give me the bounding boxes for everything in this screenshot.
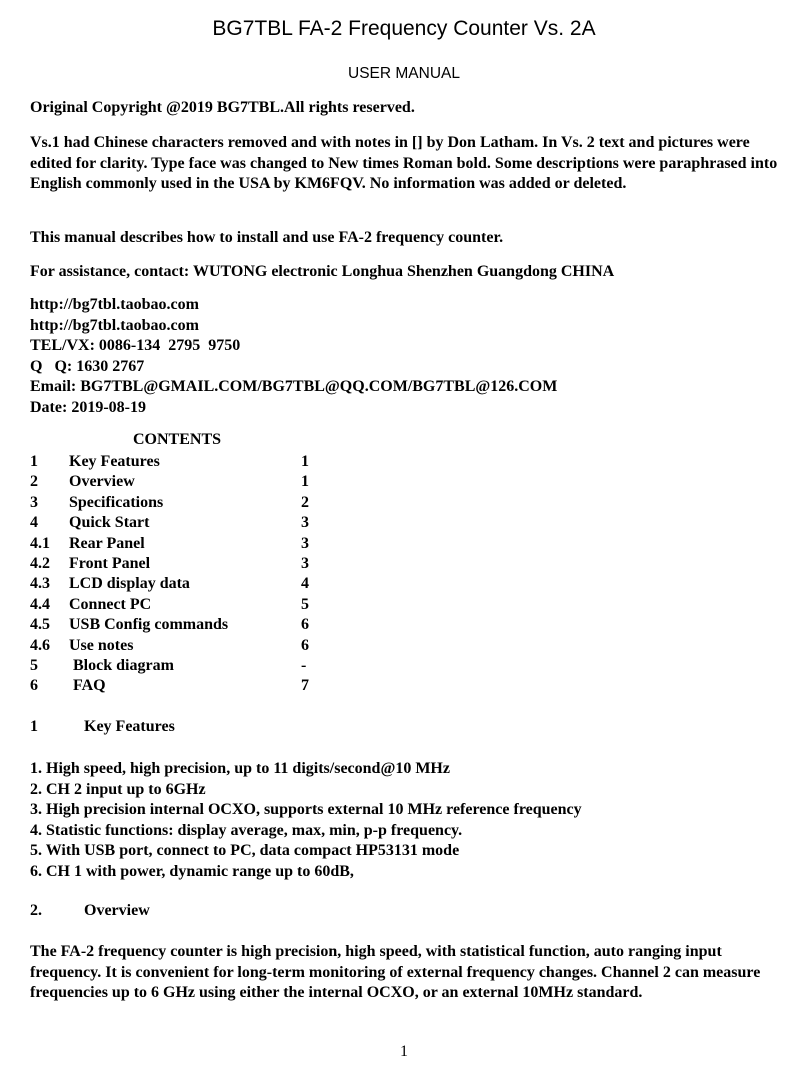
- toc-number: 2: [30, 473, 38, 491]
- toc-title: Front Panel: [69, 554, 151, 572]
- list-item: 4. Statistic functions: display average, max, min, p-p frequency.: [30, 821, 463, 839]
- toc-row: [30, 656, 350, 676]
- toc-row: [30, 513, 350, 533]
- toc-row: [30, 554, 350, 574]
- toc-number: 4.2: [30, 554, 50, 572]
- document-subtitle: USER MANUAL: [348, 65, 460, 82]
- toc-number: 4.6: [30, 636, 50, 654]
- manual-description: This manual describes how to install and use FA-2 frequency counter.: [30, 229, 504, 246]
- toc-row: [30, 452, 350, 472]
- toc-page: 3: [301, 534, 309, 552]
- toc-number: 4.5: [30, 616, 50, 634]
- list-item: 5. With USB port, connect to PC, data compact HP53131 mode: [30, 842, 460, 859]
- toc-page: 6: [301, 636, 309, 654]
- toc-number: 4.4: [30, 595, 50, 613]
- toc-title: Use notes: [69, 636, 134, 654]
- contact-block: [30, 295, 785, 418]
- toc-page: 2: [301, 493, 309, 511]
- toc-title: Rear Panel: [69, 534, 145, 552]
- toc-number: 6: [30, 677, 38, 695]
- toc-page: 3: [301, 554, 309, 572]
- toc-page: 1: [301, 453, 309, 470]
- version-note: Vs.1 had Chinese characters removed and with notes in [] by Don Latham. In Vs. 2 text and pictures were edited for clarity. Type face was changed to New times Roman bold. Some descriptions were paraphrased into English commonly used in the USA by KM6FQV. No information was added or deleted.: [30, 134, 778, 192]
- contents-heading: CONTENTS: [133, 431, 222, 448]
- toc-row: [30, 595, 350, 615]
- toc-title: USB Config commands: [69, 616, 229, 634]
- toc-row: [30, 615, 350, 635]
- toc-row: [30, 574, 350, 594]
- toc-page: 6: [301, 616, 309, 634]
- toc-title: Block diagram: [73, 656, 174, 674]
- toc-title: Specifications: [69, 493, 164, 511]
- toc-title: FAQ: [73, 677, 106, 695]
- copyright-notice: Original Copyright @2019 BG7TBL.All rights reserved.: [30, 99, 415, 116]
- toc-number: 4.3: [30, 575, 50, 593]
- toc-page: 5: [301, 595, 309, 613]
- toc-number: 4: [30, 514, 38, 532]
- list-item: 1. High speed, high precision, up to 11 digits/second@10 MHz: [30, 760, 450, 777]
- section-title: Key Features: [84, 718, 175, 735]
- section-title: Overview: [84, 902, 150, 919]
- toc-row: [30, 636, 350, 656]
- toc-title: Key Features: [69, 453, 160, 470]
- table-of-contents: [30, 452, 350, 697]
- toc-row: [30, 676, 350, 696]
- toc-row: [30, 534, 350, 554]
- section-number: 1: [30, 718, 38, 735]
- contact-qq: Q Q: 1630 2767: [30, 357, 145, 375]
- toc-page: 4: [301, 575, 309, 593]
- toc-title: Connect PC: [69, 595, 152, 613]
- toc-number: 4.1: [30, 534, 50, 552]
- contact-telephone: TEL/VX: 0086-134 2795 9750: [30, 337, 241, 354]
- document-date: Date: 2019-08-19: [30, 398, 146, 416]
- contact-url[interactable]: http://bg7tbl.taobao.com: [30, 296, 199, 313]
- list-item: 6. CH 1 with power, dynamic range up to 60dB,: [30, 862, 354, 880]
- contact-url[interactable]: http://bg7tbl.taobao.com: [30, 316, 199, 334]
- toc-number: 5: [30, 656, 38, 674]
- list-item: 2. CH 2 input up to 6GHz: [30, 780, 206, 798]
- assistance-contact: For assistance, contact: WUTONG electronic Longhua Shenzhen Guangdong CHINA: [30, 263, 615, 280]
- toc-number: 1: [30, 453, 38, 470]
- toc-number: 3: [30, 493, 38, 511]
- toc-page: 7: [301, 677, 309, 695]
- toc-row: [30, 472, 350, 492]
- toc-page: 3: [301, 514, 309, 532]
- toc-title: Overview: [69, 473, 135, 491]
- overview-paragraph: The FA-2 frequency counter is high precision, high speed, with statistical function, auto ranging input frequency. It is convenient for long-term monitoring of external frequency changes. Channel 2 can measure frequencies up to 6 GHz using either the internal OCXO, or an external 10MHz standard.: [30, 943, 761, 1001]
- section-number: 2.: [30, 902, 42, 919]
- key-features-list: [30, 759, 785, 882]
- page-number: 1: [400, 1043, 408, 1060]
- toc-title: LCD display data: [69, 575, 190, 593]
- contact-email: Email: BG7TBL@GMAIL.COM/BG7TBL@QQ.COM/BG7TBL@126.COM: [30, 378, 558, 395]
- toc-page: -: [301, 656, 307, 674]
- list-item: 3. High precision internal OCXO, supports external 10 MHz reference frequency: [30, 801, 582, 818]
- toc-row: [30, 493, 350, 513]
- document-title: BG7TBL FA-2 Frequency Counter Vs. 2A: [212, 17, 596, 40]
- toc-page: 1: [301, 473, 309, 491]
- toc-title: Quick Start: [69, 514, 150, 532]
